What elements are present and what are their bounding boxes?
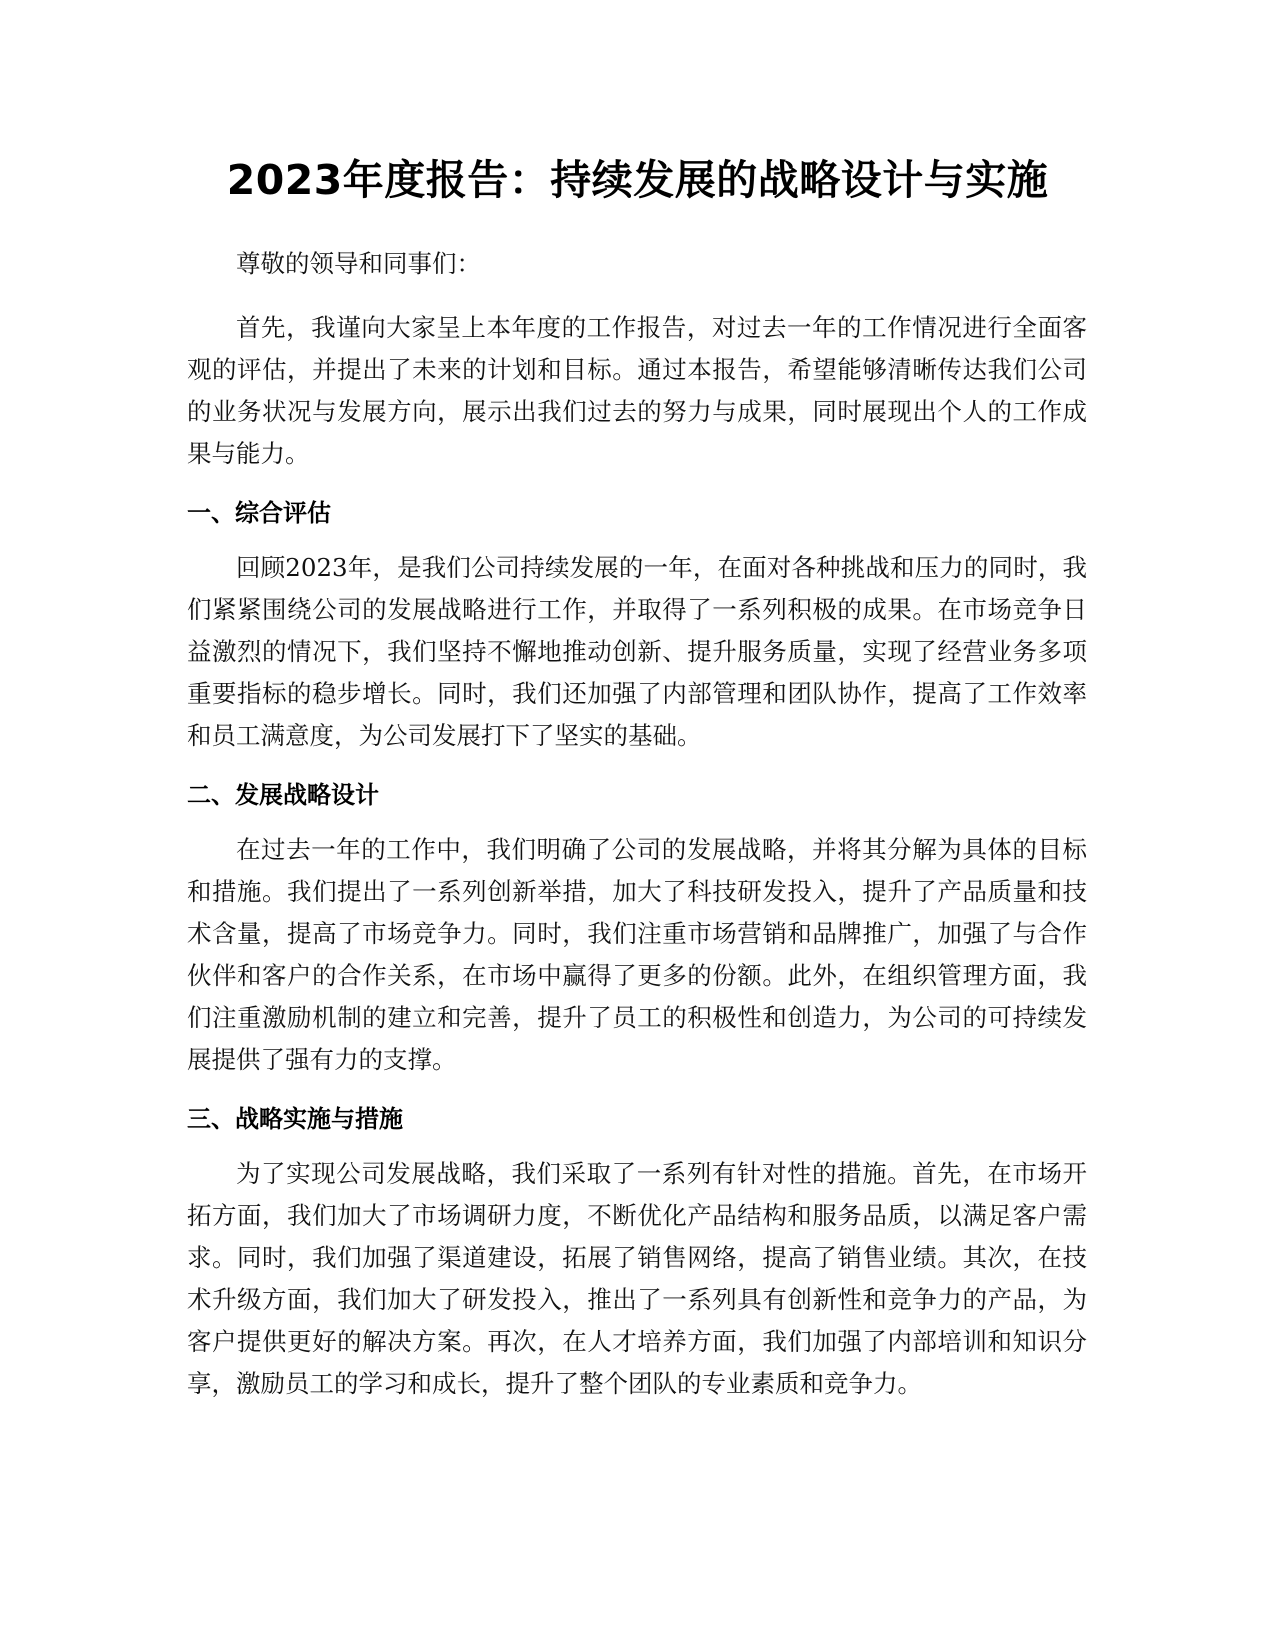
section-paragraph: 为了实现公司发展战略，我们采取了一系列有针对性的措施。首先，在市场开拓方面，我们加大了市场调研力度，不断优化产品结构和服务品质，以满足客户需求。同时，我们加强了渠道建设，拓展了销售网络，提高了销售业绩。其次，在技术升级方面，我们加大了研发投入，推出了一系列具有创新性和竞争力的产品，为客户提供更好的解决方案。再次，在人才培养方面，我们加强了内部培训和知识分享，激励员工的学习和成长，提升了整个团队的专业素质和竞争力。 — [187, 1159, 1087, 1398]
intro-paragraph: 首先，我谨向大家呈上本年度的工作报告，对过去一年的工作情况进行全面客观的评估，并提出了未来的计划和目标。通过本报告，希望能够清晰传达我们公司的业务状况与发展方向，展示出我们过去的努力与成果，同时展现出个人的工作成果与能力。 — [187, 313, 1087, 468]
section-paragraph: 回顾2023年，是我们公司持续发展的一年，在面对各种挑战和压力的同时，我们紧紧围绕公司的发展战略进行工作，并取得了一系列积极的成果。在市场竞争日益激烈的情况下，我们坚持不懈地推动创新、提升服务质量，实现了经营业务多项重要指标的稳步增长。同时，我们还加强了内部管理和团队协作，提高了工作效率和员工满意度，为公司发展打下了坚实的基础。 — [187, 553, 1087, 750]
section-heading: 三、战略实施与措施 — [187, 1105, 403, 1133]
section-paragraph: 在过去一年的工作中，我们明确了公司的发展战略，并将其分解为具体的目标和措施。我们提出了一系列创新举措，加大了科技研发投入，提升了产品质量和技术含量，提高了市场竞争力。同时，我们注重市场营销和品牌推广，加强了与合作伙伴和客户的合作关系，在市场中赢得了更多的份额。此外，在组织管理方面，我们注重激励机制的建立和完善，提升了员工的积极性和创造力，为公司的可持续发展提供了强有力的支撑。 — [187, 835, 1087, 1074]
section-heading: 二、发展战略设计 — [187, 781, 379, 809]
section-strategy-implementation — [187, 1101, 1087, 1405]
greeting-paragraph: 尊敬的领导和同事们： — [236, 249, 481, 278]
document-body — [187, 243, 1087, 1425]
section-heading: 一、综合评估 — [187, 499, 331, 527]
section-strategy-design — [187, 777, 1087, 1081]
section-assessment — [187, 495, 1087, 757]
document-title: 2023年度报告：持续发展的战略设计与实施 — [226, 156, 1049, 204]
